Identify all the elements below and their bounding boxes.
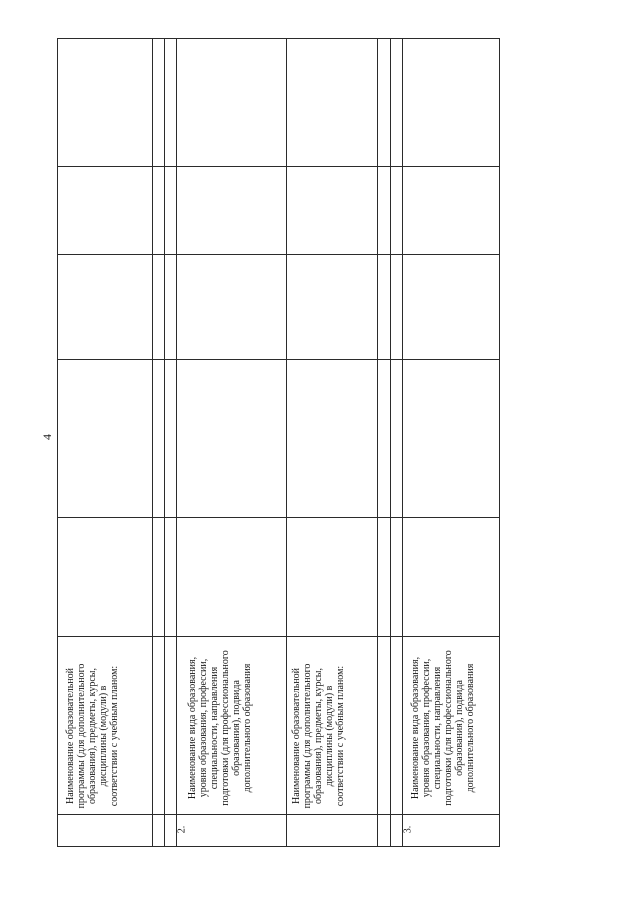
table-line (499, 38, 500, 847)
row-2-label: Наименование вида образования, уровня образования, профессии, специальности, направления подготовки (для профессионального образования), подвида дополнительного образования (187, 650, 253, 806)
page-number: 4 (40, 434, 54, 440)
table-line (57, 38, 500, 39)
table-line (57, 38, 58, 847)
row-3-number: 3. (402, 825, 414, 834)
row-4-label: Наименование вида образования, уровня образования, профессии, специальности, направления подготовки (для профессионального образования), подвида дополнительного образования (410, 650, 476, 806)
row-1-label: Наименование образовательной программы (для дополнительного образования), предметы, курсы, дисциплины (модули) в соответствии с учебным планом: (65, 663, 120, 809)
table-line (57, 636, 500, 637)
table-line (390, 38, 391, 847)
table-line (57, 517, 500, 518)
table-line (176, 38, 177, 847)
table-line (377, 38, 378, 847)
row-2-number: 2. (176, 825, 188, 834)
row-3-label: Наименование образовательной программы (для дополнительного образования), предметы, курсы, дисциплины (модули) в соответствии с учебным планом: (291, 663, 346, 809)
table-line (57, 254, 500, 255)
table-line (57, 166, 500, 167)
table-line (164, 38, 165, 847)
table-line (152, 38, 153, 847)
table-line (57, 846, 500, 847)
table-line (57, 359, 500, 360)
table-line (402, 38, 403, 847)
table-line (286, 38, 287, 847)
document-table (57, 38, 500, 847)
